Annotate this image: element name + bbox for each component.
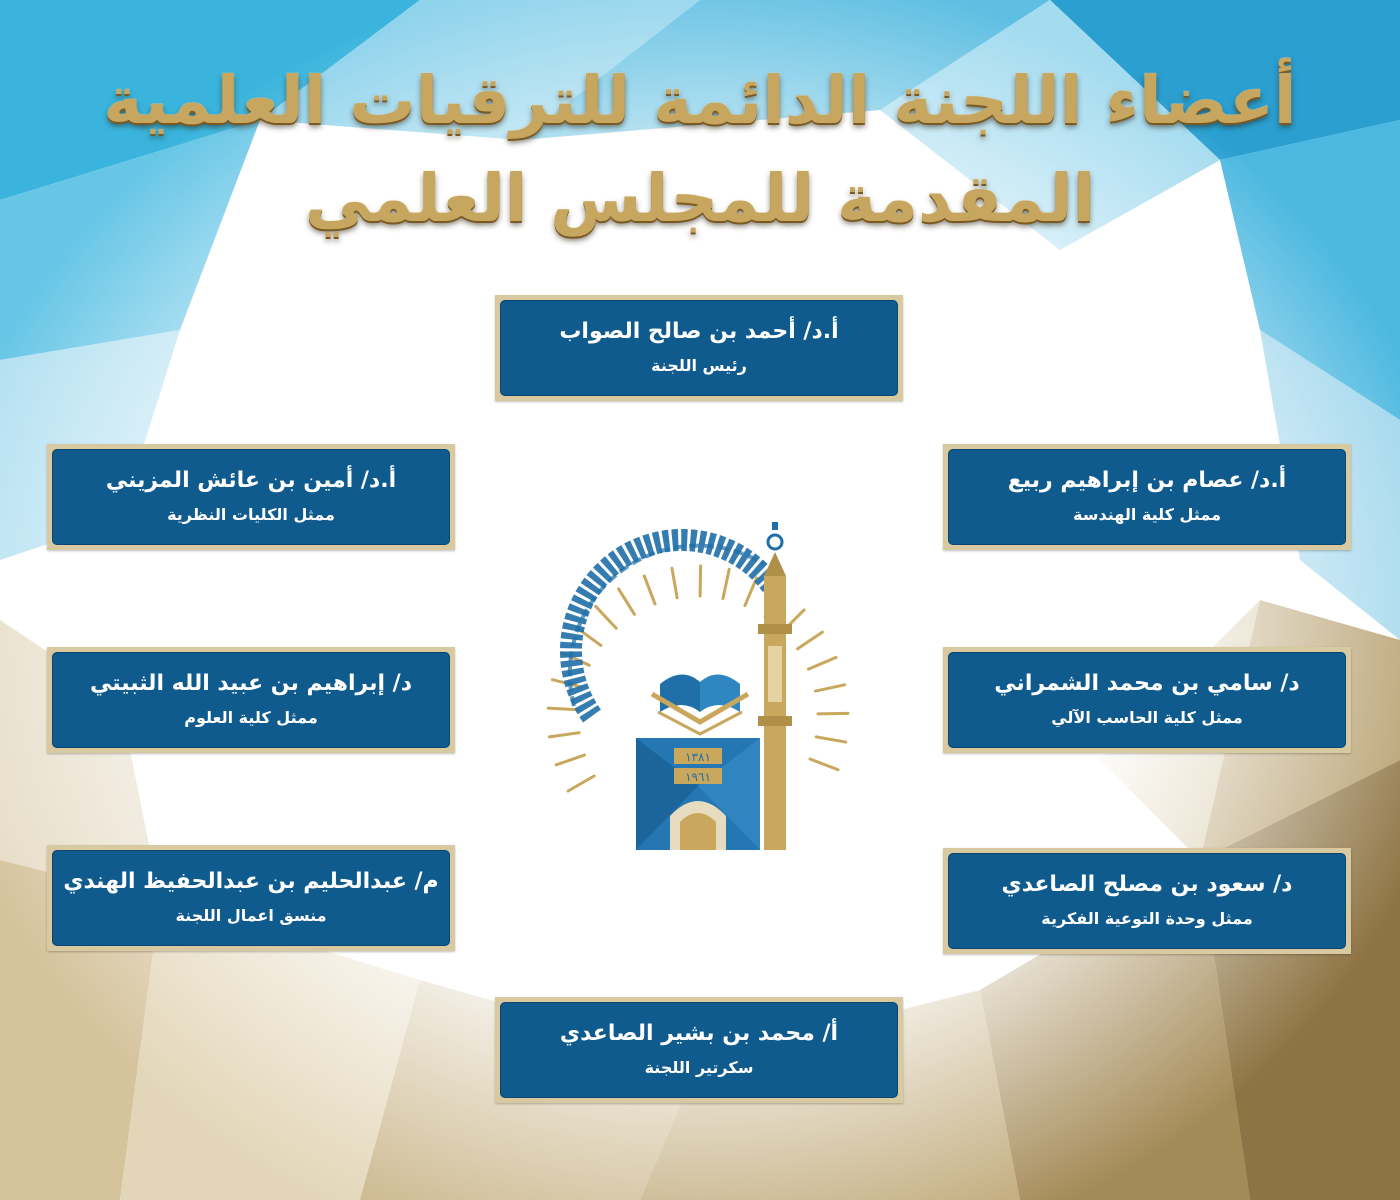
emblem-ray [818, 713, 848, 714]
emblem-ray [568, 776, 594, 791]
member-role: منسق اعمال اللجنة [175, 905, 327, 925]
page-title-line-1: أعضاء اللجنة الدائمة للترقيات العلمية [103, 62, 1297, 139]
member-name: أ.د/ أمين بن عائش المزيني [105, 467, 397, 493]
member-card-chair [495, 295, 903, 401]
emblem-ray [810, 759, 838, 770]
emblem-ray [723, 569, 729, 598]
emblem-ray [816, 737, 846, 742]
member-role: ممثل كلية الحاسب الآلي [1051, 707, 1243, 727]
member-name: م/ عبدالحليم بن عبدالحفيظ الهندي [63, 868, 439, 894]
emblem-year-hijri: ١٣٨١ [685, 750, 711, 764]
member-role: ممثل وحدة التوعية الفكرية [1041, 908, 1253, 928]
emblem-ray [549, 733, 579, 737]
university-emblem-icon [532, 516, 872, 856]
member-card-theoretical [47, 444, 455, 550]
emblem-ray [556, 755, 584, 765]
member-name: أ.د/ أحمد بن صالح الصواب [559, 318, 839, 344]
member-role: سكرتير اللجنة [644, 1057, 754, 1077]
member-name: أ.د/ عصام بن إبراهيم ربيع [1007, 467, 1287, 493]
member-name: د/ إبراهيم بن عبيد الله الثبيتي [90, 670, 412, 696]
member-name: د/ سامي بن محمد الشمراني [994, 670, 1300, 696]
emblem-ray [700, 566, 701, 596]
member-role: ممثل كلية العلوم [184, 707, 318, 727]
member-name: د/ سعود بن مصلح الصاعدي [1001, 871, 1293, 897]
emblem-ray [644, 576, 655, 604]
emblem-ray [548, 708, 578, 710]
member-role: ممثل كلية الهندسة [1073, 504, 1221, 524]
emblem-year-gregorian: ١٩٦١ [685, 770, 711, 784]
emblem-ray [596, 606, 616, 628]
member-card-awareness [943, 848, 1351, 954]
member-card-coordinator [47, 845, 455, 951]
member-card-secretary [495, 997, 903, 1103]
member-name: أ/ محمد بن بشير الصاعدي [559, 1020, 839, 1046]
emblem-ray [672, 568, 677, 598]
member-role: ممثل الكليات النظرية [167, 504, 335, 524]
member-role: رئيس اللجنة [651, 355, 747, 375]
member-card-computer [943, 647, 1351, 753]
member-card-science [47, 647, 455, 753]
emblem-ray [815, 685, 844, 691]
emblem-ray [808, 657, 836, 669]
page-title-line-2: المقدمة للمجلس العلمي [304, 160, 1096, 237]
emblem-ray [619, 589, 635, 614]
emblem-ray [797, 632, 822, 649]
member-card-engineering [943, 444, 1351, 550]
